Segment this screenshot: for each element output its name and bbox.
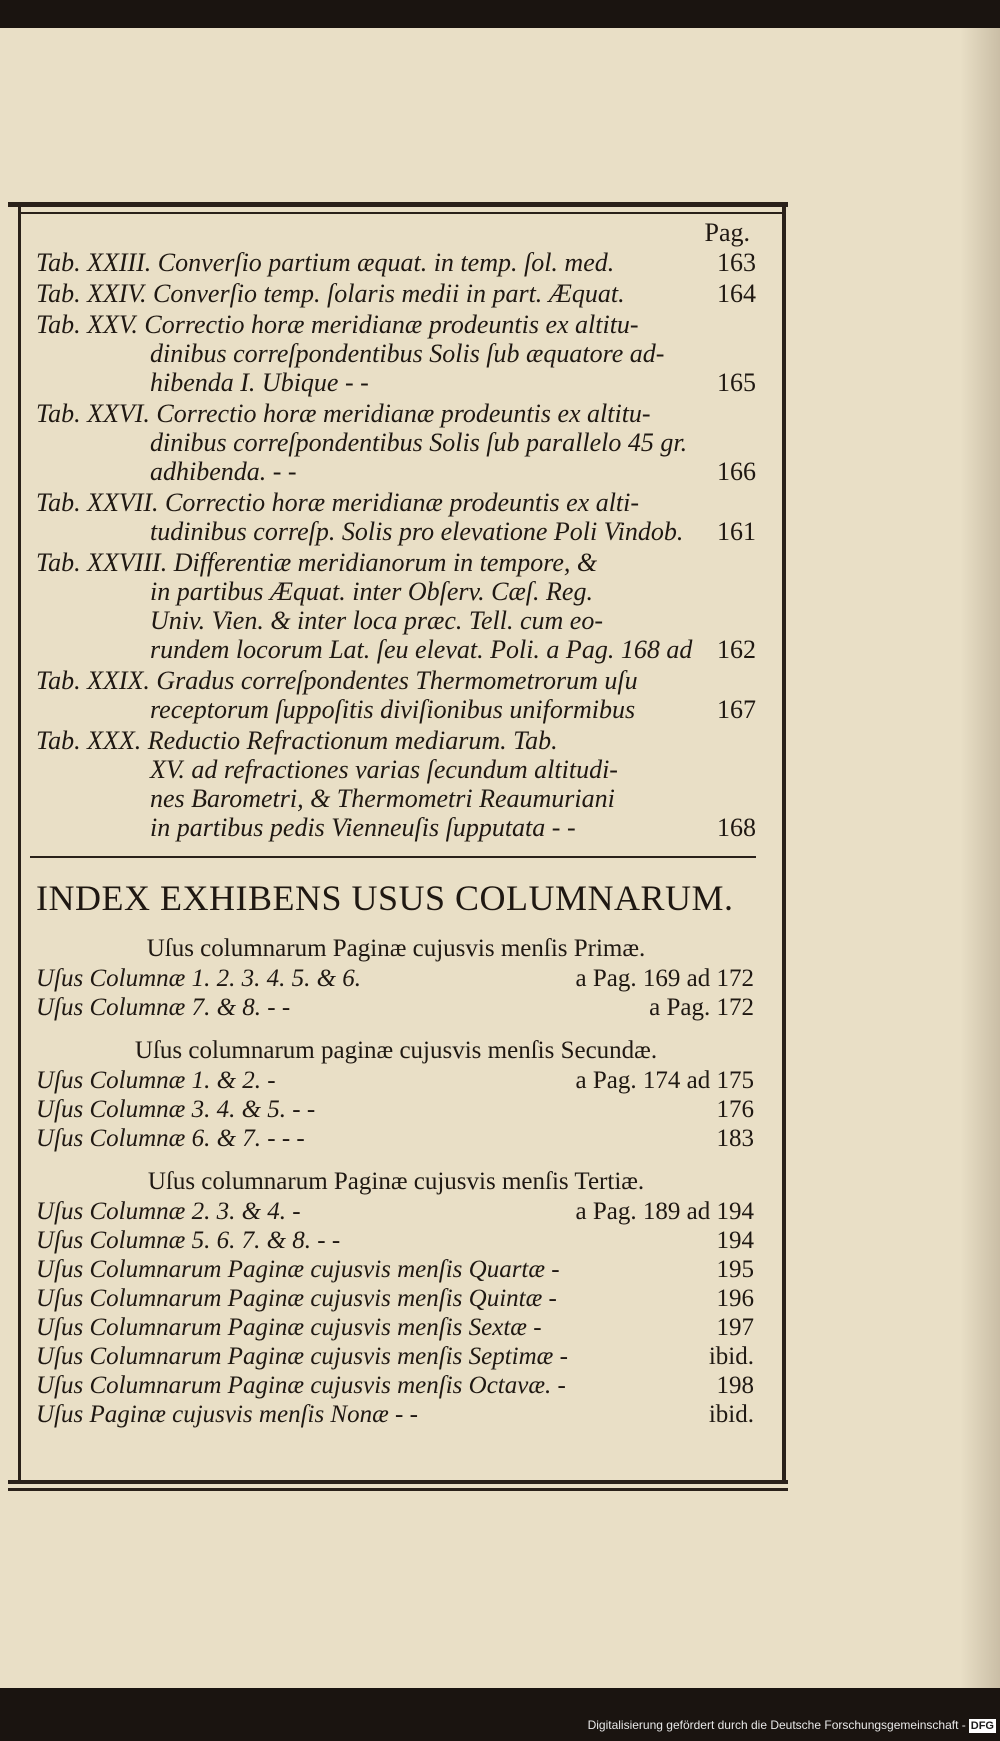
table-entry-line <box>36 577 756 606</box>
table-entry-page: 168 <box>717 813 756 842</box>
usage-page: a Pag. 172 <box>649 994 754 1021</box>
table-entry-line <box>36 310 756 339</box>
usage-label: Uſus Paginæ cujusvis menſis Nonæ - - <box>36 1401 418 1428</box>
table-entry-line <box>36 339 756 368</box>
table-entry-page: 162 <box>717 635 756 664</box>
table-entry-text: in partibus Æquat. inter Obſerv. Cæſ. Reg. <box>150 577 593 606</box>
table-entry-text: Tab. XXIX. Gradus correſpondentes Thermometrorum uſu <box>36 666 638 695</box>
table-entry-line <box>36 428 756 457</box>
dfg-logo: DFG <box>970 1720 994 1732</box>
section-gap <box>36 1022 756 1036</box>
usage-page: 198 <box>716 1372 754 1399</box>
table-entry-page: 166 <box>717 457 756 486</box>
table-entry-text: in partibus pedis Vienneuſis ſupputata - - <box>150 813 576 842</box>
table-entry-text: dinibus correſpondentibus Solis ſub æquatore ad- <box>150 339 665 368</box>
table-entry-text: Tab. XXVI. Correctio horæ meridianæ prodeuntis ex altitu- <box>36 399 651 428</box>
table-entry <box>36 279 756 308</box>
usage-page: a Pag. 189 ad 194 <box>575 1198 754 1225</box>
table-entry-text: Tab. XXIII. Converſio partium æquat. in temp. ſol. med. <box>36 248 615 277</box>
section-heading: Uſus columnarum paginæ cujusvis menſis Secundæ. <box>134 1037 658 1064</box>
usage-page: 196 <box>716 1285 754 1312</box>
page-column-header: Pag. <box>704 218 750 247</box>
usage-label: Uſus Columnarum Paginæ cujusvis menſis Octavæ. - <box>36 1372 566 1399</box>
table-entry-text: Tab. XXX. Reductio Refractionum mediarum. Tab. <box>36 726 558 755</box>
digitization-credit <box>588 1718 996 1733</box>
usage-row <box>36 1284 756 1313</box>
usage-row <box>36 1313 756 1342</box>
usage-label: Uſus Columnarum Paginæ cujusvis menſis Septimæ - <box>36 1343 568 1370</box>
usage-page: ibid. <box>708 1343 754 1370</box>
usage-label: Uſus Columnæ 5. 6. 7. & 8. - - <box>36 1227 341 1254</box>
usage-label: Uſus Columnæ 1. 2. 3. 4. 5. & 6. <box>36 965 362 992</box>
table-entry-line <box>36 726 756 755</box>
table-entry-page: 161 <box>717 517 756 546</box>
usage-page: ibid. <box>708 1401 754 1428</box>
table-entry-line <box>36 279 756 308</box>
table-entry-text: Univ. Vien. & inter loca præc. Tell. cum eo- <box>150 606 603 635</box>
section-gap <box>36 1153 756 1167</box>
section-divider <box>30 856 756 858</box>
usage-row <box>36 1197 756 1226</box>
table-entry-text: receptorum ſuppoſitis diviſionibus uniformibus <box>150 695 636 724</box>
table-entry-text: Tab. XXIV. Converſio temp. ſolaris medii in part. Æquat. <box>36 279 625 308</box>
usage-row <box>36 1095 756 1124</box>
usage-page: a Pag. 174 ad 175 <box>575 1067 754 1094</box>
usage-page: 195 <box>716 1256 754 1283</box>
usage-row <box>36 993 756 1022</box>
table-entry-line <box>36 368 756 397</box>
table-entry-text: XV. ad refractiones varias ſecundum altitudi- <box>150 755 618 784</box>
usage-label: Uſus Columnæ 7. & 8. - - <box>36 994 291 1021</box>
usage-page: a Pag. 169 ad 172 <box>575 965 754 992</box>
table-entry-text: dinibus correſpondentibus Solis ſub parallelo 45 gr. <box>150 428 688 457</box>
table-entry-line <box>36 457 756 486</box>
table-entry-text: Tab. XXVII. Correctio horæ meridianæ prodeuntis ex alti- <box>36 488 640 517</box>
usage-label: Uſus Columnarum Paginæ cujusvis menſis Sextæ - <box>36 1314 542 1341</box>
table-entry-line <box>36 517 756 546</box>
bottom-border-rule <box>8 1480 788 1484</box>
table-entry-line <box>36 813 756 842</box>
table-entry-line <box>36 399 756 428</box>
usage-label: Uſus Columnarum Paginæ cujusvis menſis Quintæ - <box>36 1285 557 1312</box>
table-entry-text: nes Barometri, & Thermometri Reaumuriani <box>150 784 615 813</box>
usage-row <box>36 1124 756 1153</box>
usage-page: 183 <box>716 1125 754 1152</box>
table-entry-line <box>36 635 756 664</box>
section-heading: Uſus columnarum Paginæ cujusvis menſis Primæ. <box>146 935 646 962</box>
credit-text: Digitalisierung gefördert durch die Deutsche Forschungsgemeinschaft - <box>587 1718 966 1732</box>
table-entry-text: tudinibus correſp. Solis pro elevatione Poli Vindob. <box>150 517 684 546</box>
table-entry <box>36 399 756 486</box>
usage-page: 197 <box>716 1314 754 1341</box>
section-heading: Uſus columnarum Paginæ cujusvis menſis Tertiæ. <box>147 1168 645 1195</box>
usage-row <box>36 1066 756 1095</box>
usage-page: 194 <box>716 1227 754 1254</box>
usage-row <box>36 1226 756 1255</box>
bottom-border-rule-inner <box>8 1488 788 1491</box>
usage-row <box>36 1255 756 1284</box>
page-edge-shadow <box>960 28 1000 1688</box>
index-title: INDEX EXHIBENS USUS COLUMNARUM. <box>36 878 734 918</box>
table-entry-text: hibenda I. Ubique - - <box>150 368 369 397</box>
usage-row <box>36 964 756 993</box>
usage-row <box>36 1371 756 1400</box>
table-entry-line <box>36 784 756 813</box>
usage-label: Uſus Columnæ 3. 4. & 5. - - <box>36 1096 316 1123</box>
table-entry-text: Tab. XXV. Correctio horæ meridianæ prodeuntis ex altitu- <box>36 310 639 339</box>
table-entry-text: rundem locorum Lat. ſeu elevat. Poli. a Pag. 168 ad <box>150 635 693 664</box>
table-entry <box>36 726 756 842</box>
table-entry-line <box>36 606 756 635</box>
index-content <box>36 218 756 1429</box>
table-entry-line <box>36 695 756 724</box>
table-list <box>36 248 756 842</box>
table-entry-line <box>36 488 756 517</box>
usage-label: Uſus Columnæ 6. & 7. - - - <box>36 1125 305 1152</box>
usage-label: Uſus Columnæ 1. & 2. - <box>36 1067 276 1094</box>
usage-row <box>36 1342 756 1371</box>
table-entry-text: adhibenda. - - <box>150 457 297 486</box>
table-entry <box>36 488 756 546</box>
usage-row <box>36 1400 756 1429</box>
table-entry-page: 163 <box>717 248 756 277</box>
table-entry <box>36 666 756 724</box>
table-entry-line <box>36 666 756 695</box>
usage-label: Uſus Columnarum Paginæ cujusvis menſis Quartæ - <box>36 1256 560 1283</box>
table-entry-line <box>36 755 756 784</box>
table-entry-line <box>36 548 756 577</box>
table-entry-line <box>36 248 756 277</box>
table-entry <box>36 248 756 277</box>
usage-page: 176 <box>716 1096 754 1123</box>
table-entry-page: 167 <box>717 695 756 724</box>
usage-sections <box>36 934 756 1429</box>
table-entry-page: 165 <box>717 368 756 397</box>
table-entry-text: Tab. XXVIII. Differentiæ meridianorum in tempore, & <box>36 548 598 577</box>
table-entry-page: 164 <box>717 279 756 308</box>
table-entry <box>36 310 756 397</box>
usage-label: Uſus Columnæ 2. 3. & 4. - <box>36 1198 301 1225</box>
table-entry <box>36 548 756 664</box>
